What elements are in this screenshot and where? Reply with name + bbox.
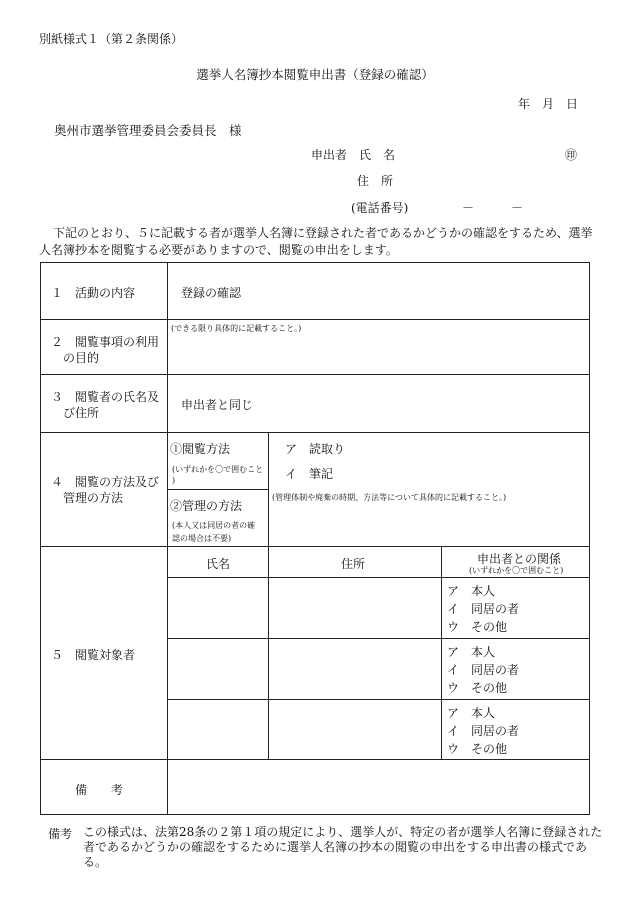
manage-title: ②管理の方法 [170, 499, 243, 513]
manage-note-cont: 認の場合は不要) [172, 534, 232, 543]
applicant-name-label: 申出者 氏 名 [311, 148, 396, 162]
row4-label-cont: 管理の方法 [63, 491, 124, 505]
method-option-read[interactable]: ア 読取り [285, 442, 346, 456]
manage-desc: (管理体制や廃棄の時期、方法等について具体的に記載すること。) [272, 493, 507, 502]
form-id: 別紙様式１（第２条関係） [39, 32, 184, 46]
applicant-phone-label: (電話番号) [351, 201, 409, 215]
phone-dash: － [511, 201, 524, 215]
col-relation-header: 申出者との関係 [477, 552, 562, 566]
method-title: ①閲覧方法 [170, 442, 231, 456]
remarks-label: 備 考 [75, 783, 124, 797]
col-name-header: 氏名 [206, 557, 231, 571]
col-relation-note: (いずれかを〇で囲むこと) [469, 566, 564, 575]
row3-label-cont: び住所 [63, 406, 100, 420]
row4-label: ４ 閲覧の方法及び [51, 475, 160, 489]
relation-option-other[interactable]: ウ その他 [447, 620, 508, 634]
purpose-input[interactable] [169, 335, 587, 371]
row2-label: ２ 閲覧事項の利用 [51, 335, 160, 349]
relation-option-self[interactable]: ア 本人 [447, 645, 496, 659]
row3-label: ３ 閲覧者の氏名及 [51, 390, 160, 404]
recipient: 奥州市選挙管理委員会委員長 様 [54, 123, 242, 138]
date-field[interactable]: 年 月 日 [517, 97, 578, 111]
row2-label-cont: の目的 [63, 351, 100, 365]
seal-mark: ㊞ [565, 148, 578, 162]
method-option-write[interactable]: イ 筆記 [285, 467, 334, 481]
phone-dash: － [462, 201, 475, 215]
page-title: 選挙人名簿抄本閲覧申出書（登録の確認） [196, 67, 434, 82]
relation-option-cohabitant[interactable]: イ 同居の者 [447, 663, 520, 677]
activity-value[interactable]: 登録の確認 [181, 286, 242, 300]
relation-option-other[interactable]: ウ その他 [447, 742, 508, 756]
relation-option-cohabitant[interactable]: イ 同居の者 [447, 602, 520, 616]
note-body: この様式は、法第28条の２第１項の規定により、選挙人が、特定の者が選挙人名簿に登録された者であるかどうかの確認をするために選挙人名簿の抄本の閲覧の申出をする申出書の様式である。 [83, 825, 603, 869]
method-note-cont: ) [172, 476, 176, 485]
applicant-address-label: 住 所 [357, 174, 394, 188]
relation-option-self[interactable]: ア 本人 [447, 706, 496, 720]
note-heading: 備考 [48, 827, 73, 841]
method-note: (いずれかを〇で囲むこと [172, 465, 264, 474]
application-table [40, 262, 590, 815]
row1-label: １ 活動の内容 [51, 286, 136, 300]
viewer-value[interactable]: 申出者と同じ [181, 398, 254, 412]
relation-option-self[interactable]: ア 本人 [447, 584, 496, 598]
intro-text: 下記のとおり、５に記載する者が選挙人名簿に登録された者であるかどうかの確認をするため、選挙人名簿抄本を閲覧する必要がありますので、閲覧の申出をします。 [39, 226, 593, 257]
relation-option-cohabitant[interactable]: イ 同居の者 [447, 724, 520, 738]
purpose-note: (できる限り具体的に記載すること。) [171, 324, 302, 333]
relation-option-other[interactable]: ウ その他 [447, 681, 508, 695]
col-address-header: 住所 [341, 557, 366, 571]
row5-label: ５ 閲覧対象者 [51, 648, 136, 662]
manage-note: (本人又は同居の者の確 [172, 521, 256, 530]
